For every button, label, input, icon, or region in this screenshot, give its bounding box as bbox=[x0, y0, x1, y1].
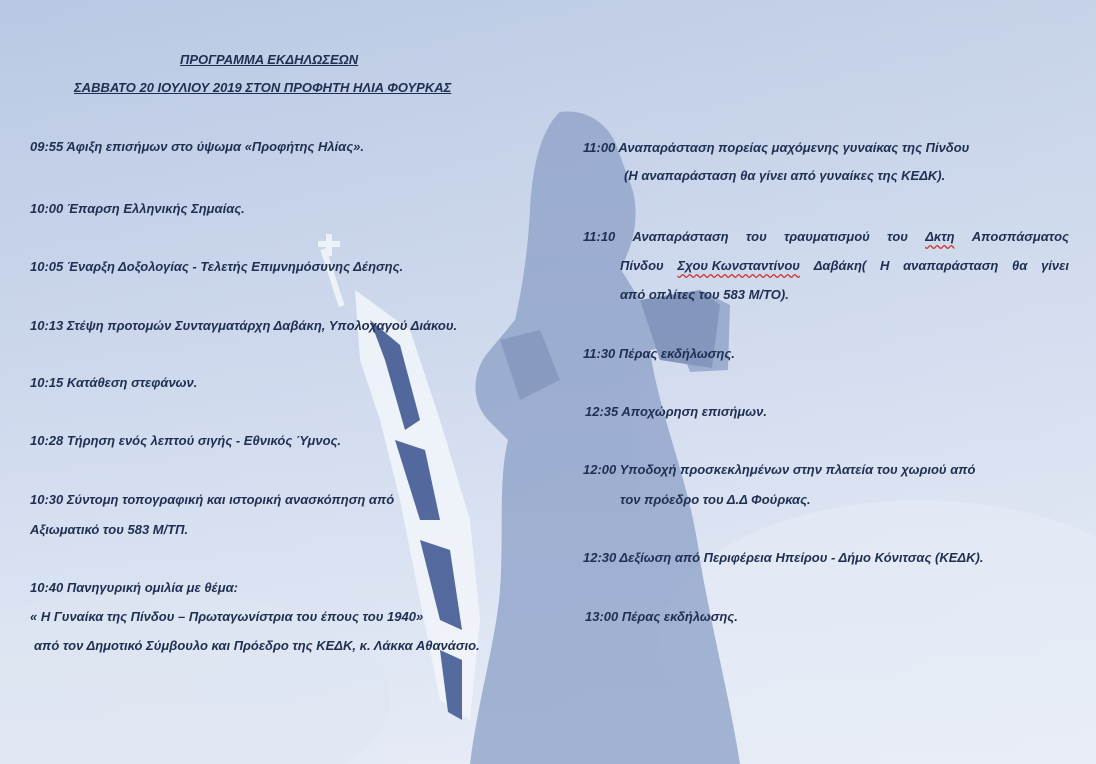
spellcheck-word: Δκτη bbox=[925, 229, 955, 244]
schedule-item: 10:13 Στέψη προτομών Συνταγματάρχη Δαβάκη, Υπολοχαγού Διάκου. bbox=[30, 318, 458, 333]
schedule-item-justified: 11:10 Αναπαράσταση του τραυματισμού του Δκτη Αποσπάσματος bbox=[583, 229, 1069, 244]
schedule-item: 10:30 Σύντομη τοπογραφική και ιστορική ανασκόπηση από bbox=[30, 492, 395, 507]
spellcheck-word: Σχου Κωνσταντίνου bbox=[677, 258, 800, 273]
schedule-item-justified: Πίνδου Σχου Κωνσταντίνου Δαβάκη( Η αναπαράσταση θα γίνει bbox=[620, 258, 1069, 273]
schedule-item-continued: από οπλίτες του 583 Μ/ΤΟ). bbox=[620, 287, 789, 302]
schedule-item: 13:00 Πέρας εκδήλωσης. bbox=[585, 609, 738, 624]
schedule-item-continued: Αξιωματικό του 583 Μ/ΤΠ. bbox=[30, 522, 189, 537]
schedule-item-continued: τον πρόεδρο του Δ.Δ Φούρκας. bbox=[620, 492, 811, 507]
schedule-item: 09:55 Άφιξη επισήμων στο ύψωμα «Προφήτης Ηλίας». bbox=[30, 139, 364, 154]
schedule-item: 10:15 Κατάθεση στεφάνων. bbox=[30, 375, 198, 390]
schedule-item: 12:00 Υποδοχή προσκεκλημένων στην πλατεία του χωριού από bbox=[583, 462, 976, 477]
schedule-item-continued: (Η αναπαράσταση θα γίνει από γυναίκες της ΚΕΔΚ). bbox=[624, 168, 946, 183]
speaker-line: από τον Δημοτικό Σύμβουλο και Πρόεδρο της ΚΕΔΚ, κ. Λάκκα Αθανάσιο. bbox=[34, 638, 480, 653]
schedule-item: 11:30 Πέρας εκδήλωσης. bbox=[583, 346, 735, 361]
schedule-item: 12:30 Δεξίωση από Περιφέρεια Ηπείρου - Δήμο Κόνιτσας (ΚΕΔΚ). bbox=[583, 550, 984, 565]
schedule-item: 11:00 Αναπαράσταση πορείας μαχόμενης γυναίκας της Πίνδου bbox=[583, 140, 970, 155]
program-subtitle: ΣΑΒΒΑΤΟ 20 ΙΟΥΛΙΟΥ 2019 ΣΤΟΝ ΠΡΟΦΗΤΗ ΗΛΙΑ ΦΟΥΡΚΑΣ bbox=[74, 80, 452, 95]
speech-topic: « Η Γυναίκα της Πίνδου – Πρωταγωνίστρια του έπους του 1940» bbox=[30, 609, 424, 624]
schedule-item: 12:35 Αποχώρηση επισήμων. bbox=[585, 404, 767, 419]
program-title: ΠΡΟΓΡΑΜΜΑ ΕΚΔΗΛΩΣΕΩΝ bbox=[180, 52, 359, 67]
schedule-item: 10:00 Έπαρση Ελληνικής Σημαίας. bbox=[30, 201, 245, 216]
schedule-item: 10:05 Έναρξη Δοξολογίας - Τελετής Επιμνημόσυνης Δέησης. bbox=[30, 259, 404, 274]
schedule-item: 10:40 Πανηγυρική ομιλία με θέμα: bbox=[30, 580, 239, 595]
schedule-item: 10:28 Τήρηση ενός λεπτού σιγής - Εθνικός Ύμνος. bbox=[30, 433, 342, 448]
